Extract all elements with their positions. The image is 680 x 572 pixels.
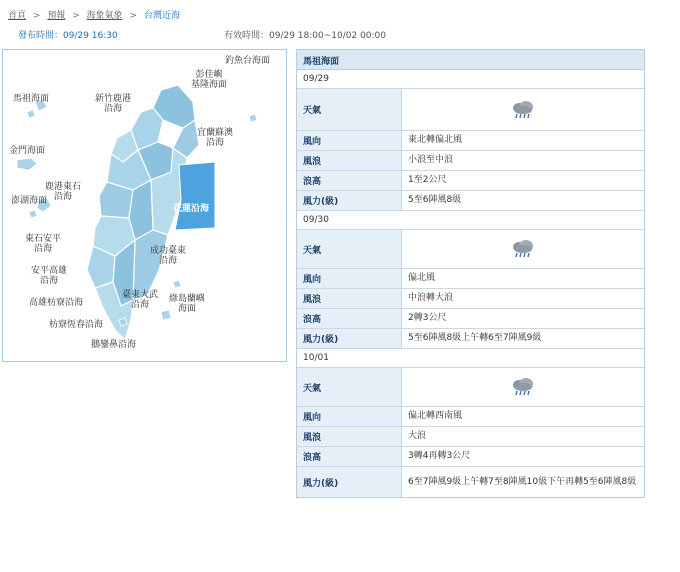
wave-height-value: 2轉3公尺 bbox=[408, 313, 447, 323]
forecast-date: 09/30 bbox=[297, 211, 644, 230]
wave-height-row bbox=[297, 171, 644, 191]
island-kinmen bbox=[17, 158, 37, 170]
wave-value: 大浪 bbox=[408, 431, 427, 441]
breadcrumb-home-link[interactable]: 首頁 bbox=[8, 11, 27, 21]
wind-direction-row bbox=[297, 131, 644, 151]
weather-row bbox=[297, 89, 644, 131]
weather-label: 天氣 bbox=[297, 89, 402, 130]
breadcrumb-current-link[interactable]: 台灣近海 bbox=[143, 11, 180, 21]
time-info bbox=[18, 28, 680, 42]
label-pengjia-keelung[interactable]: 彭佳嶼 基隆海面 bbox=[191, 70, 228, 90]
rain-cloud-icon bbox=[408, 377, 638, 397]
label-eluanbi[interactable]: 鵝鑾鼻沿海 bbox=[91, 340, 137, 350]
breadcrumb-separator: > bbox=[72, 11, 80, 21]
wind-direction-label: 風向 bbox=[297, 269, 402, 288]
breadcrumb-separator: > bbox=[129, 11, 138, 21]
label-matsu[interactable]: 馬祖海面 bbox=[13, 94, 50, 104]
wind-level-row bbox=[297, 329, 644, 349]
rain-cloud-icon bbox=[408, 239, 638, 259]
label-dongshi-anping[interactable]: 東石安平 沿海 bbox=[25, 234, 62, 254]
breadcrumb-separator: > bbox=[32, 11, 41, 21]
published-time: 發布時間：09/29 16:30 bbox=[18, 31, 118, 41]
wave-height-label: 浪高 bbox=[297, 447, 402, 466]
label-fangliao-hengchun[interactable]: 枋寮恆春沿海 bbox=[49, 320, 104, 330]
wave-label: 風浪 bbox=[297, 289, 402, 308]
label-hsinchu-lukang[interactable]: 新竹鹿港 沿海 bbox=[95, 94, 132, 114]
wind-level-row bbox=[297, 191, 644, 211]
wave-height-label: 浪高 bbox=[297, 171, 402, 190]
wind-level-value: 5至6陣風8級上午轉6至7陣風9級 bbox=[408, 333, 542, 343]
wind-direction-row bbox=[297, 407, 644, 427]
breadcrumb bbox=[8, 8, 180, 22]
wind-level-value: 6至7陣風9級上午轉7至8陣風10級下午再轉5至6陣風8級 bbox=[408, 476, 637, 487]
label-yilan-suao[interactable]: 宜蘭蘇澳 沿海 bbox=[197, 128, 234, 148]
breadcrumb-forecast-link[interactable]: 預報 bbox=[47, 11, 66, 21]
taiwan-sea-map bbox=[2, 49, 287, 362]
wind-direction-label: 風向 bbox=[297, 131, 402, 150]
label-penghu[interactable]: 澎湖海面 bbox=[11, 196, 48, 206]
wave-value: 中浪轉大浪 bbox=[408, 293, 454, 303]
forecast-date: 09/29 bbox=[297, 70, 644, 89]
label-anping-kaohsiung[interactable]: 安平高雄 沿海 bbox=[31, 266, 68, 286]
wind-level-row bbox=[297, 467, 644, 497]
label-kinmen[interactable]: 金門海面 bbox=[9, 146, 46, 156]
wave-height-row bbox=[297, 447, 644, 467]
wave-row bbox=[297, 151, 644, 171]
label-chenggong-taitung[interactable]: 成功臺東 沿海 bbox=[150, 246, 187, 266]
island-ludao bbox=[173, 280, 181, 288]
wave-label: 風浪 bbox=[297, 151, 402, 170]
island-pengjia bbox=[249, 114, 257, 122]
wind-direction-value: 偏北風 bbox=[408, 273, 436, 283]
wave-value: 小浪至中浪 bbox=[408, 155, 454, 165]
wave-height-value: 3轉4再轉3公尺 bbox=[408, 451, 471, 461]
label-diaoyutai[interactable]: 釣魚台海面 bbox=[225, 56, 271, 66]
wave-height-row bbox=[297, 309, 644, 329]
wind-level-label: 風力(級) bbox=[297, 191, 402, 210]
wave-height-value: 1至2公尺 bbox=[408, 175, 447, 185]
weather-label: 天氣 bbox=[297, 230, 402, 268]
wind-direction-value: 偏北轉西南風 bbox=[408, 411, 463, 421]
breadcrumb-marine-link[interactable]: 海象氣象 bbox=[86, 11, 123, 21]
island-xiaoliuqiu bbox=[119, 318, 127, 326]
wave-label: 風浪 bbox=[297, 427, 402, 446]
label-kaohsiung-fangliao[interactable]: 高雄枋寮沿海 bbox=[29, 298, 84, 308]
wind-level-value: 5至6陣風8級 bbox=[408, 195, 462, 205]
weather-row bbox=[297, 368, 644, 407]
wave-row bbox=[297, 427, 644, 447]
weather-label: 天氣 bbox=[297, 368, 402, 406]
forecast-date: 10/01 bbox=[297, 349, 644, 368]
label-taitung-dawu[interactable]: 臺東大武 沿海 bbox=[122, 290, 159, 310]
wind-level-label: 風力(級) bbox=[297, 467, 402, 497]
label-lukang-dongshi[interactable]: 鹿港東石 沿海 bbox=[45, 182, 82, 202]
weather-row bbox=[297, 230, 644, 269]
wind-direction-row bbox=[297, 269, 644, 289]
valid-time: 有效時間：09/29 18:00~10/02 00:00 bbox=[224, 31, 387, 41]
wave-height-label: 浪高 bbox=[297, 309, 402, 328]
forecast-title: 馬祖海面 bbox=[297, 50, 644, 70]
label-hualien-selected[interactable]: 花蓮沿海 bbox=[173, 204, 210, 214]
zone-hualien-sea-selected[interactable] bbox=[175, 162, 215, 230]
rain-cloud-icon bbox=[408, 100, 638, 120]
wave-row bbox=[297, 289, 644, 309]
forecast-table bbox=[296, 49, 645, 498]
label-ludao-lanyu[interactable]: 綠島蘭嶼 海面 bbox=[169, 294, 206, 314]
wind-direction-label: 風向 bbox=[297, 407, 402, 426]
wind-direction-value: 東北轉偏北風 bbox=[408, 135, 463, 145]
wind-level-label: 風力(級) bbox=[297, 329, 402, 348]
